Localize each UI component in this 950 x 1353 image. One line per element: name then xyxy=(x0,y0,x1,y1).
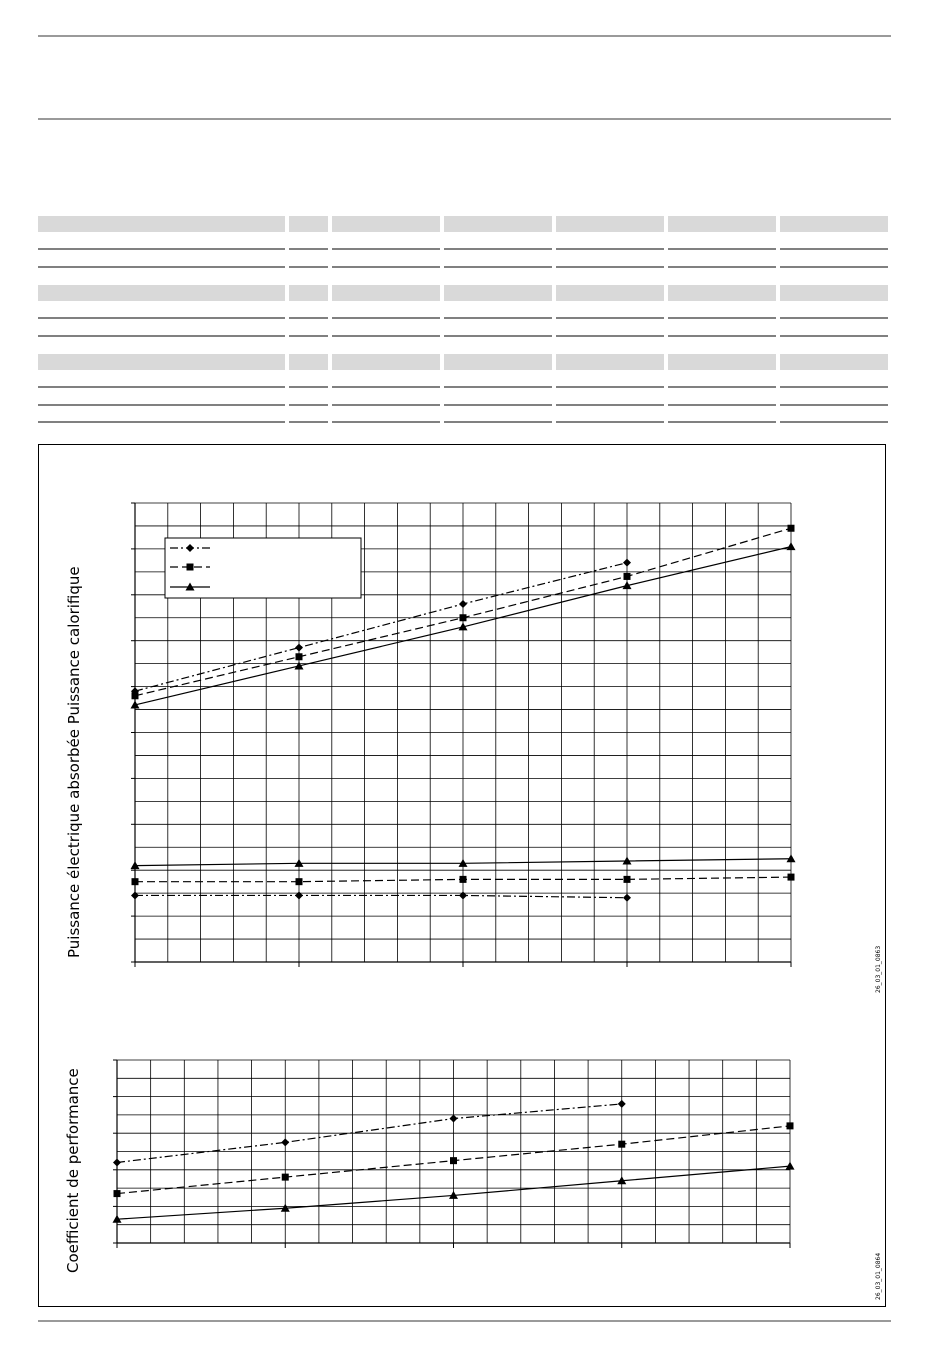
marker-triangle xyxy=(786,1162,795,1170)
chart-plot xyxy=(113,1060,795,1248)
y-axis-label: Puissance électrique absorbée Puissance calorifique xyxy=(65,566,83,958)
marker-square xyxy=(618,1141,625,1148)
marker-square xyxy=(296,878,303,885)
marker-square xyxy=(787,1122,794,1129)
marker-diamond xyxy=(459,600,467,608)
marker-square xyxy=(624,876,631,883)
marker-triangle xyxy=(787,542,796,550)
marker-diamond xyxy=(623,894,631,902)
marker-square xyxy=(460,876,467,883)
marker-diamond xyxy=(281,1138,289,1146)
marker-square xyxy=(460,614,467,621)
marker-square xyxy=(296,653,303,660)
marker-square xyxy=(788,874,795,881)
marker-diamond xyxy=(295,891,303,899)
y-axis-label: Coefficient de performance xyxy=(64,1068,82,1273)
marker-diamond xyxy=(131,891,139,899)
marker-diamond xyxy=(459,891,467,899)
marker-diamond xyxy=(113,1158,121,1166)
marker-square xyxy=(450,1157,457,1164)
figure-code: 26_03_01_0863 xyxy=(875,945,882,993)
marker-square xyxy=(282,1174,289,1181)
figure-code: 26_03_01_0864 xyxy=(875,1252,882,1300)
marker-square xyxy=(114,1190,121,1197)
chart-legend xyxy=(165,538,361,598)
marker-square xyxy=(132,878,139,885)
series-line xyxy=(135,895,627,897)
legend-box xyxy=(165,538,361,598)
marker-diamond xyxy=(618,1100,626,1108)
marker-square xyxy=(788,525,795,532)
marker-diamond xyxy=(450,1115,458,1123)
marker-square xyxy=(187,564,194,571)
marker-square xyxy=(132,692,139,699)
marker-square xyxy=(624,573,631,580)
marker-diamond xyxy=(295,644,303,652)
marker-diamond xyxy=(623,559,631,567)
